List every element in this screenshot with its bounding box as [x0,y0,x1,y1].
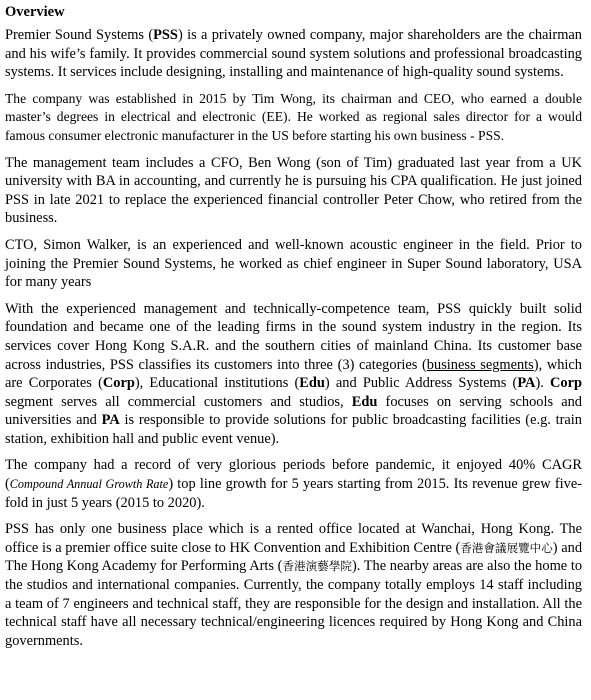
cagr-definition: Compound Annual Growth Rate [9,477,169,492]
academy-chinese: 香港演藝學院 [282,559,352,574]
paragraph-management: The management team includes a CFO, Ben Wong (son of Tim) graduated last year from a UK university with BA in accounting, and currently he is pursuing his CPA qualification. He just joined PSS in late 2021 to replace the experienced financial controller Peter Chow, who retired from the business. [5,154,582,227]
convention-centre-chinese: 香港會議展覽中心 [460,540,553,555]
section-heading: Overview [5,4,65,20]
business-segments-term: business segments [426,356,534,373]
paragraph-cto: CTO, Simon Walker, is an experienced and well-known acoustic engineer in the field. Prior to joining the Premier Sound Systems, he worked as chief engineer in Super Sound laboratory, USA for many years [5,236,582,291]
paragraph-segments: With the experienced management and technically-competence team, PSS quickly built solid foundation and became one of the leading firms in the sound system industry in the region. Its services cover Hong Kong S.A.R. and the southern cities of mainland China. Its customer base across industries, PSS classifies its customers into three (3) categories (business segments), which are Corporates (Corp), Educational institutions (Edu) and Public Address Systems (PA). Corp segment serves all commercial customers and studios, Edu focuses on serving schools and universities and PA is responsible to provide solutions for public broadcasting facilities (e.g. train station, exhibition hall and public event venue). [5,300,582,447]
paragraph-company-intro: Premier Sound Systems (PSS) is a privately owned company, major shareholders are the chairman and his wife’s family. It provides commercial sound system solutions and professional broadcasting systems. It services include designing, installing and maintenance of high-quality sound systems. [5,27,582,81]
document-body [5,2,582,658]
pss-bold: PSS [153,27,178,43]
paragraph-office: PSS has only one business place which is a rented office located at Wanchai, Hong Kong. The office is a premier office suite close to HK Convention and Exhibition Centre (香港會議展覽中心) and The Hong Kong Academy for Performing Arts (香港演藝學院). The nearby areas are also the home to the studios and international companies. Currently, the company totally employs 14 staff including a team of 7 engineers and technical staff, they are responsible for the design and installation. All the technical staff have all necessary technical/engineering licences required by Hong Kong and China governments. [5,521,583,649]
paragraph-growth: The company had a record of very glorious periods before pandemic, it enjoyed 40% CAGR (Compound Annual Growth Rate) top line growth for 5 years starting from 2015. Its revenue grew five-fold in just 5 years (2015 to 2020). [5,457,583,511]
paragraph-founding: The company was established in 2015 by Tim Wong, its chairman and CEO, who earned a double master’s degrees in electrical and electronic (EE). He worked as regional sales director for a would famous consumer electronic manufacturer in the US before starting his own business - PSS. [5,90,582,143]
